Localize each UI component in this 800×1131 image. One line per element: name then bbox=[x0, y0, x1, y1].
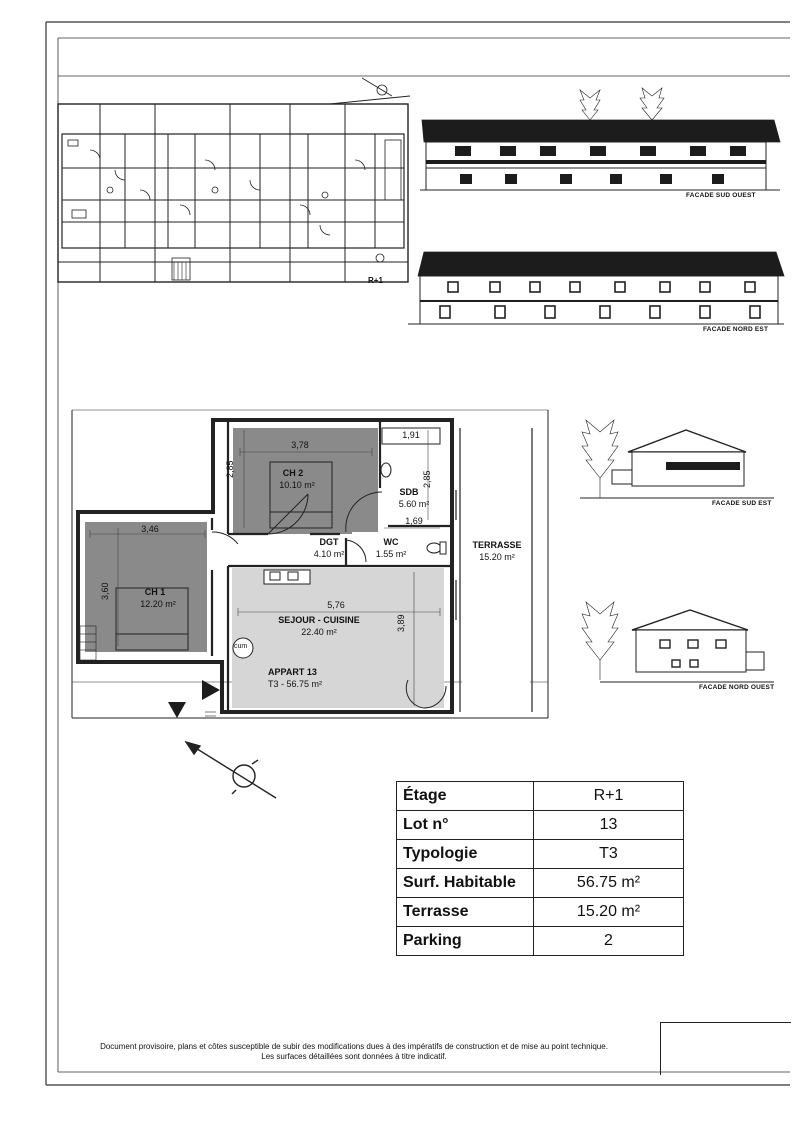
dim-ch2-height: 2,85 bbox=[225, 460, 235, 478]
info-value: R+1 bbox=[534, 782, 684, 811]
room-sdb-name: SDB bbox=[399, 487, 419, 497]
disclaimer-line-1: Document provisoire, plans et côtes susceptible de subir des modifications dues à des impératifs de construction et de mise au point technique. bbox=[100, 1042, 608, 1051]
dim-sdb-height: 2,85 bbox=[422, 470, 432, 488]
info-value: 13 bbox=[534, 811, 684, 840]
dim-sdb-width: 1,91 bbox=[402, 430, 420, 440]
unit-name: APPART 13 bbox=[268, 667, 317, 677]
facade-sud-est-drawing bbox=[580, 420, 774, 498]
info-label: Surf. Habitable bbox=[397, 869, 534, 898]
room-sdb-area: 5.60 m² bbox=[398, 499, 430, 509]
unit-summary: T3 - 56.75 m² bbox=[268, 679, 323, 689]
info-value: 15.20 m² bbox=[534, 898, 684, 927]
facade-nord-ouest-caption: FACADE NORD OUEST bbox=[699, 684, 775, 691]
room-dgt-name: DGT bbox=[319, 537, 339, 547]
title-block bbox=[660, 1022, 791, 1075]
cum-label: cum bbox=[234, 643, 248, 650]
north-arrow-icon bbox=[186, 742, 276, 798]
facade-sud-est-caption: FACADE SUD EST bbox=[712, 500, 772, 507]
sejour-room bbox=[232, 568, 444, 708]
dim-ch1-width: 3,46 bbox=[141, 524, 159, 534]
entrance-arrow-right-icon bbox=[202, 680, 220, 700]
table-row bbox=[397, 840, 684, 869]
dim-ch1-height: 3,60 bbox=[100, 582, 110, 600]
room-ch1-area: 12.20 m² bbox=[140, 599, 176, 609]
room-terrasse-name: TERRASSE bbox=[472, 540, 522, 550]
table-row bbox=[397, 811, 684, 840]
entrance-arrow-down-icon bbox=[168, 702, 186, 718]
facade-sud-ouest-caption: FACADE SUD OUEST bbox=[686, 192, 756, 199]
info-value: 2 bbox=[534, 927, 684, 956]
facade-nord-est-drawing bbox=[408, 252, 784, 324]
room-dgt-area: 4.10 m² bbox=[313, 549, 345, 559]
disclaimer-line-2: Les surfaces détaillées sont données à titre indicatif. bbox=[261, 1052, 447, 1061]
table-row bbox=[397, 869, 684, 898]
room-terrasse-area: 15.20 m² bbox=[479, 552, 515, 562]
info-label: Étage bbox=[397, 782, 534, 811]
info-label: Lot n° bbox=[397, 811, 534, 840]
room-wc-name: WC bbox=[383, 537, 399, 547]
facade-nord-ouest-drawing bbox=[582, 602, 774, 682]
info-value: 56.75 m² bbox=[534, 869, 684, 898]
level-plan-label: R+1 bbox=[368, 276, 383, 285]
overall-floor-plan bbox=[58, 78, 410, 282]
info-value: T3 bbox=[534, 840, 684, 869]
dim-wc-width: 1,69 bbox=[405, 516, 423, 526]
room-sejour-area: 22.40 m² bbox=[301, 627, 337, 637]
facade-sud-ouest-drawing bbox=[420, 88, 780, 190]
dim-ch2-width: 3,78 bbox=[291, 440, 309, 450]
room-ch1-name: CH 1 bbox=[144, 587, 166, 597]
dim-sejour-width: 5,76 bbox=[327, 600, 345, 610]
table-row bbox=[397, 927, 684, 956]
room-wc-area: 1.55 m² bbox=[375, 549, 407, 559]
room-ch2-area: 10.10 m² bbox=[279, 480, 315, 490]
info-label: Parking bbox=[397, 927, 534, 956]
disclaimer bbox=[48, 1042, 660, 1062]
facade-nord-est-caption: FACADE NORD EST bbox=[703, 326, 769, 333]
table-row bbox=[397, 782, 684, 811]
lot-info-table bbox=[396, 781, 684, 956]
info-label: Typologie bbox=[397, 840, 534, 869]
info-label: Terrasse bbox=[397, 898, 534, 927]
dim-sejour-height: 3,89 bbox=[396, 614, 406, 632]
table-row bbox=[397, 898, 684, 927]
room-ch2-name: CH 2 bbox=[282, 468, 304, 478]
room-sejour-name: SEJOUR - CUISINE bbox=[278, 615, 360, 625]
